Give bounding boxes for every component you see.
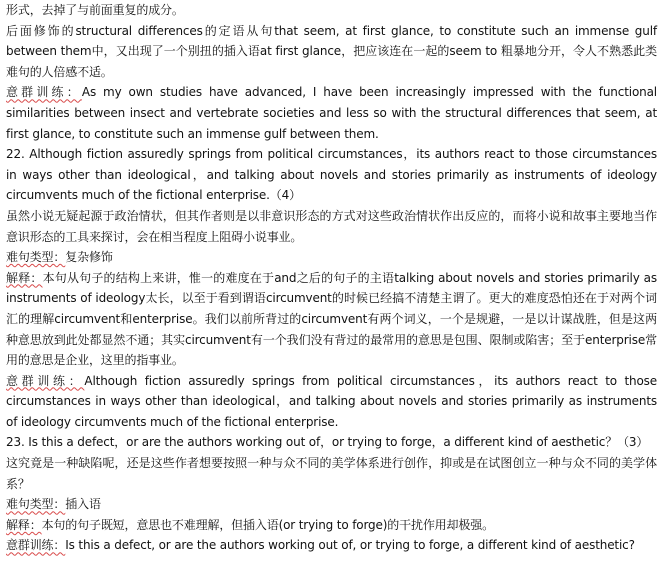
paragraph-text: 本句从句子的结构上来讲，惟一的难度在于and之后的句子的主语talking about novels and stories primarily as instruments of ideology太长，以至于看到谓语circumvent的时候已经搞不清楚主谓了。更大的难度恐怕还在于对两个词汇的理解circumvent和enterprise。我们以前所背过的circumvent有两个词义，一个是规避，一是以计谋战胜，但是这两种意思放到此处都显然不通；其实circumvent有一个我们没有背过的最常用的意思是包围、限制或陷害；至于enterprise常用的意思是企业，这里的指事业。 xyxy=(6,270,657,368)
paragraph-text: 这究竟是一种缺陷呢，还是这些作者想要按照一种与众不同的美学体系进行创作，抑或是在试图创立一种与众不同的美学体系？ xyxy=(6,456,657,491)
paragraph-12-explanation xyxy=(6,515,657,536)
paragraph-text: 虽然小说无疑起源于政治情状，但其作者则是以非意识形态的方式对这些政治情状作出反应的，而将小说和故事主要地当作意识形态的工具来探讨，会在相当程度上阻碍小说事业。 xyxy=(6,208,657,244)
paragraph-label: 意群训练： xyxy=(6,538,66,553)
paragraph-2 xyxy=(6,21,657,83)
paragraph-label: 意群训练： xyxy=(6,373,85,388)
paragraph-text: Although fiction assuredly springs from political circumstances，its authors react to those circumstances in ways other than ideological，and talking about novels and stories primarily as instruments of ideology circumvents much of the fictional enterprise. xyxy=(6,373,657,429)
paragraph-label: 解释： xyxy=(6,517,42,532)
paragraph-3-grouping-practice xyxy=(6,82,657,144)
paragraph-13-grouping-practice xyxy=(6,535,657,556)
paragraph-6-sentence-type xyxy=(6,247,657,268)
paragraph-8-grouping-practice xyxy=(6,371,657,433)
paragraph-label: 意群训练： xyxy=(6,85,82,100)
paragraph-label: 解释： xyxy=(6,270,43,285)
document-body xyxy=(6,0,657,556)
paragraph-text: 本句的句子既短，意思也不难理解，但插入语(or trying to forge)的干扰作用却极强。 xyxy=(41,517,494,532)
paragraph-5-translation xyxy=(6,206,657,247)
paragraph-text: 后面修饰的structural differences的定语从句that seem, at first glance, to constitute such an immense gulf between them中，又出现了一个别扭的插入语at first glance，把应该连在一起的seem to 粗暴地分开，令人不熟悉此类难句的人倍感不适。 xyxy=(6,23,657,79)
paragraph-10-translation xyxy=(6,453,657,494)
paragraph-text: 22. Although fiction assuredly springs from political circumstances，its authors react to those circumstances in ways other than ideological，and talking about novels and stories primarily as instruments of ideology circumvents much of the fictional enterprise.（4） xyxy=(6,147,657,203)
paragraph-text: 插入语 xyxy=(65,497,101,512)
paragraph-4-sentence-22 xyxy=(6,144,657,206)
paragraph-label: 难句类型： xyxy=(6,497,66,512)
paragraph-text: As my own studies have advanced, I have been increasingly impressed with the functional similarities between insect and vertebrate societies and less so with the structural differences that seem, at first glance, to constitute such an immense gulf between them. xyxy=(6,85,657,141)
paragraph-9-sentence-23 xyxy=(6,432,657,453)
paragraph-11-sentence-type xyxy=(6,494,657,515)
paragraph-text: 复杂修饰 xyxy=(65,250,113,265)
paragraph-text: 形式，去掉了与前面重复的成分。 xyxy=(6,3,184,17)
paragraph-text: 23. Is this a defect，or are the authors working out of，or trying to forge，a different kind of aesthetic？（3） xyxy=(6,435,649,450)
paragraph-1 xyxy=(6,0,657,21)
paragraph-text: Is this a defect, or are the authors working out of, or trying to forge, a different kind of aesthetic? xyxy=(65,538,635,553)
paragraph-label: 难句类型： xyxy=(6,250,66,265)
paragraph-7-explanation xyxy=(6,268,657,371)
